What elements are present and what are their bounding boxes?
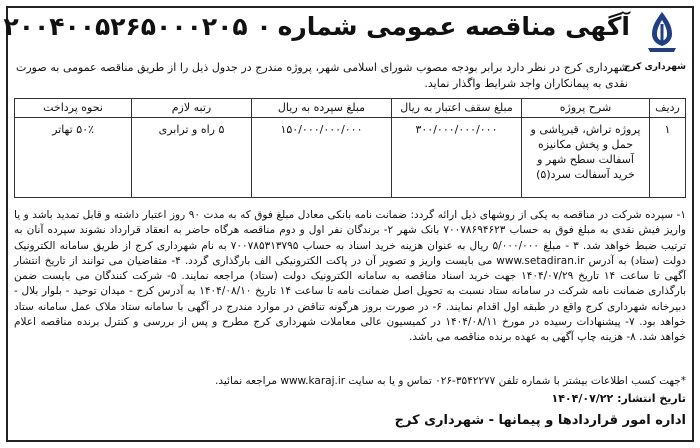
cell-radif: ۱: [650, 118, 686, 198]
conditions-paragraph: ۱- سپرده شرکت در مناقصه به یکی از روشهای ذیل ارائه گردد: ضمانت نامه بانکی معادل مبلغ فوق که به مدت ۹۰ روز اعتبار داشته و قابل تمدید باشد و یا واریز فیش نقدی به مبلغ فوق به حساب ۷۰۰۷۸۶۹۴۶۲۳ بانک شهر ۲- برندگان نفر اول و دوم مناقصه هرگاه حاضر به انعقاد قرارداد نشوند سپرده آنان به ترتیب ضبط خواهد شد. ۳ - مبلغ ۵/۰۰۰/۰۰۰ ریال به عنوان هزینه خرید اسناد به حساب ۷۰۰۷۸۵۳۱۳۷۹۵ به نام شهرداری کرج از طریق سامانه الکترونیک دولت (ستاد) به آدرس www.setadiran.ir می بایست واریز و تصویر آن در پاکت الکترونیکی الف بارگذاری گردد. ۴- متقاضیان می توانند از تاریخ انتشار آگهی تا ساعت ۱۴ تاریخ ۱۴۰۴/۰۷/۲۹ جهت خرید اسناد مناقصه به سامانه الکترونیک دولت (ستاد) مراجعه نمایند. ۵- شرکت کنندگان می بایست ضمن بارگذاری ضمانت نامه شرکت در سامانه ستاد نسبت به تحویل اصل ضمانت نامه تا ساعت ۱۴ تاریخ ۱۴۰۴/۰۸/۱۰ به آدرس کرج - میدان توحید - بلوار بلال - دبیرخانه شهرداری کرج واقع در طبقه اول اقدام نمایند. ۶- در صورت بروز هرگونه تناقض در موارد مندرج در آگهی با سامانه ستاد ملاک عمل سامانه ستاد خواهد بود. ۷- پیشنهادات رسیده در مورخ ۱۴۰۴/۰۸/۱۱ در کمیسیون عالی معاملات شهرداری کرج مطرح و پس از بررسی و کنترل برنده مناقصه اعلام خواهد شد. ۸- هزینه چاپ آگهی به عهده برنده مناقصه می باشد.: [14, 209, 687, 344]
intro-paragraph: شهرداری کرج در نظر دارد برابر بودجه مصوب شورای اسلامی شهر، پروژه مندرج در جدول ذیل را از طریق مناقصه عمومی به صورت نقدی به پیمانکاران واجد شرایط واگذار نماید.: [16, 61, 628, 90]
notice-title: [3, 12, 630, 41]
title-prefix: آگهی مناقصه عمومی شماره: [277, 12, 630, 41]
header-required-grade: رتبه لازم: [132, 99, 252, 118]
header-payment-method: نحوه پرداخت: [15, 99, 132, 118]
header-project-description: شرح پروژه: [522, 99, 650, 118]
header-deposit-amount: مبلغ سپرده به ریال: [252, 99, 392, 118]
cell-required-grade: ۵ راه و ترابری: [132, 118, 252, 198]
contact-info: *جهت کسب اطلاعات بیشتر با شماره تلفن ۳۵۴۲۲۷۷-۰۲۶ تماس و یا به سایت www.karaj.ir مراجعه نمائید.: [215, 375, 686, 387]
cell-credit-ceiling: ۳۰۰/۰۰۰/۰۰۰/۰۰۰: [392, 118, 522, 198]
publish-date: تاریخ انتشار: ۱۴۰۴/۰۷/۲۲: [551, 392, 686, 405]
footer-signature: اداره امور قراردادها و پیمانها - شهرداری کرج: [394, 413, 686, 428]
table-header-row: [15, 99, 686, 118]
header-radif: ردیف: [650, 99, 686, 118]
table-row: [15, 118, 686, 198]
cell-project-description: پروژه تراش، قیرپاشی و حمل و پخش مکانیزه آسفالت سطح شهر و خرید آسفالت سرد(۵): [522, 118, 650, 198]
logo-caption: شهرداری کرج: [624, 62, 686, 72]
cell-payment-method: ۵۰٪ تهاتر: [15, 118, 132, 198]
karaj-emblem-icon: [642, 10, 682, 56]
header-credit-ceiling: مبلغ سقف اعتبار به ریال: [392, 99, 522, 118]
tender-number: ۲۰۰۴۰۰۵۲۶۵۰۰۰۲۰۵ ۰: [3, 12, 272, 41]
project-table: [14, 98, 686, 198]
municipality-logo: [624, 10, 686, 74]
cell-deposit-amount: ۱۵۰/۰۰۰/۰۰۰/۰۰۰: [252, 118, 392, 198]
